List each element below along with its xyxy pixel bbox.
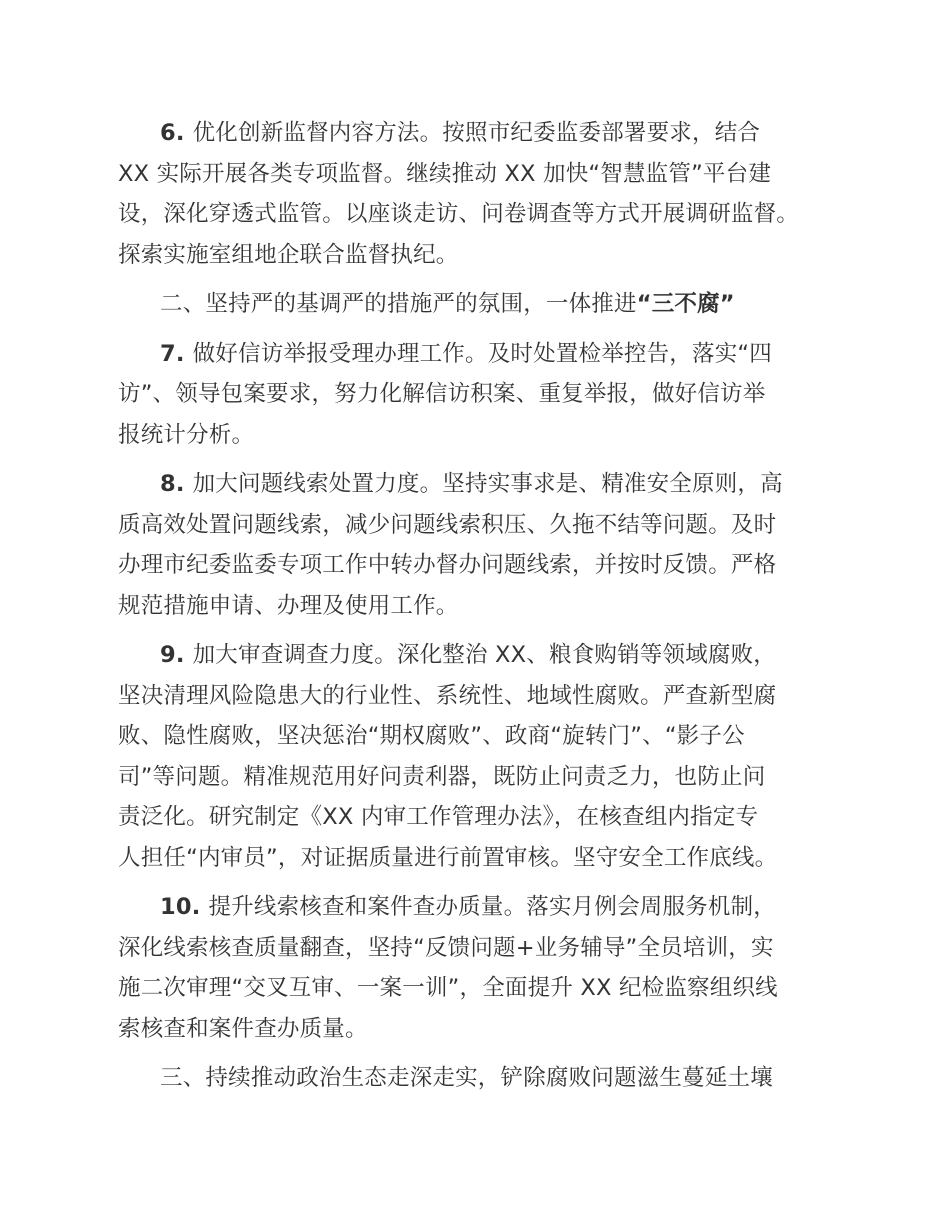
- paragraph-spacer: [118, 275, 834, 284]
- document-body: [118, 113, 834, 1099]
- paragraph-6-line-4: 探索实施室组地企联合监督执纪。: [118, 241, 459, 268]
- paragraph-7-line-1: [118, 334, 834, 375]
- paragraph-7: [118, 334, 834, 456]
- paragraph-10-line-2: 深化线索核查质量翻查，坚持“反馈问题+业务辅导”全员培训，实: [118, 934, 774, 961]
- section-heading-emphasis: “三不腐”: [636, 291, 735, 317]
- paragraph-text: 加大审查调查力度。深化整治 XX、粮食购销等领域腐败，: [192, 642, 776, 668]
- paragraph-10-line-1: [118, 887, 834, 928]
- paragraph-9-line-5: 责泛化。研究制定《XX 内审工作管理办法》，在核查组内指定专: [118, 804, 759, 830]
- paragraph-text: 加大问题线索处置力度。坚持实事求是、精准安全原则，高: [192, 471, 783, 497]
- paragraph-text: 提升线索核查和案件查办质量。落实月例会周服务机制，: [208, 894, 776, 920]
- paragraph-spacer: [118, 1049, 834, 1058]
- paragraph-8-line-1: [118, 464, 834, 505]
- item-number: 9.: [160, 642, 185, 668]
- paragraph-8-line-3: 办理市纪委监委专项工作中转办督办问题线索，并按时反馈。严格: [118, 552, 777, 578]
- paragraph-6-line-3: 设，深化穿透式监管。以座谈走访、问卷调查等方式开展调研监督。: [118, 201, 800, 227]
- paragraph-10: [118, 887, 834, 1049]
- paragraph-spacer: [118, 455, 834, 464]
- paragraph-text: 做好信访举报受理办理工作。及时处置检举控告，落实“四: [192, 340, 772, 367]
- paragraph-9-line-2: 坚决清理风险隐患大的行业性、系统性、地域性腐败。严查新型腐: [118, 682, 777, 709]
- paragraph-6: [118, 113, 834, 275]
- paragraph-spacer: [118, 878, 834, 887]
- paragraph-7-line-3: 报统计分析。: [118, 421, 255, 448]
- paragraph-9-line-6: 人担任“内审员”，对证据质量进行前置审核。坚守安全工作底线。: [118, 844, 778, 871]
- section-heading-3: [118, 1058, 834, 1099]
- paragraph-10-line-3: 施二次审理“交叉互审、一案一训”，全面提升 XX 纪检监察组织线: [118, 975, 778, 1001]
- paragraph-9-line-4: 司”等问题。精准规范用好问责利器，既防止问责乏力，也防止问: [118, 763, 766, 790]
- item-number: 8.: [160, 471, 185, 497]
- paragraph-9-line-3: 败、隐性腐败，坚决惩治“期权腐败”、政商“旋转门”、“影子公: [118, 723, 745, 749]
- paragraph-text: 优化创新监督内容方法。按照市纪委监委部署要求，结合: [192, 120, 761, 146]
- section-heading-2: [118, 284, 834, 325]
- item-number: 6.: [160, 120, 185, 146]
- paragraph-6-line-1: [118, 113, 834, 154]
- paragraph-spacer: [118, 325, 834, 334]
- paragraph-9-line-1: [118, 635, 834, 676]
- paragraph-10-line-4: 索核查和案件查办质量。: [118, 1015, 368, 1042]
- section-heading-text: 二、坚持严的基调严的措施严的氛围，一体推进: [160, 291, 637, 317]
- paragraph-7-line-2: 访”、领导包案要求，努力化解信访积案、重复举报，做好信访举: [118, 381, 766, 407]
- item-number: 7.: [160, 340, 185, 367]
- paragraph-8-line-4: 规范措施申请、办理及使用工作。: [118, 592, 459, 619]
- paragraph-spacer: [118, 626, 834, 635]
- paragraph-8: [118, 464, 834, 626]
- paragraph-6-line-2: XX 实际开展各类专项监督。继续推动 XX 加快“智慧监管”平台建: [118, 160, 772, 187]
- section-heading-text: 三、持续推动政治生态走深走实，铲除腐败问题滋生蔓延土壤: [160, 1065, 773, 1091]
- paragraph-9: [118, 635, 834, 878]
- paragraph-8-line-2: 质高效处置问题线索，减少问题线索积压、久拖不结等问题。及时: [118, 511, 777, 538]
- item-number: 10.: [160, 894, 201, 920]
